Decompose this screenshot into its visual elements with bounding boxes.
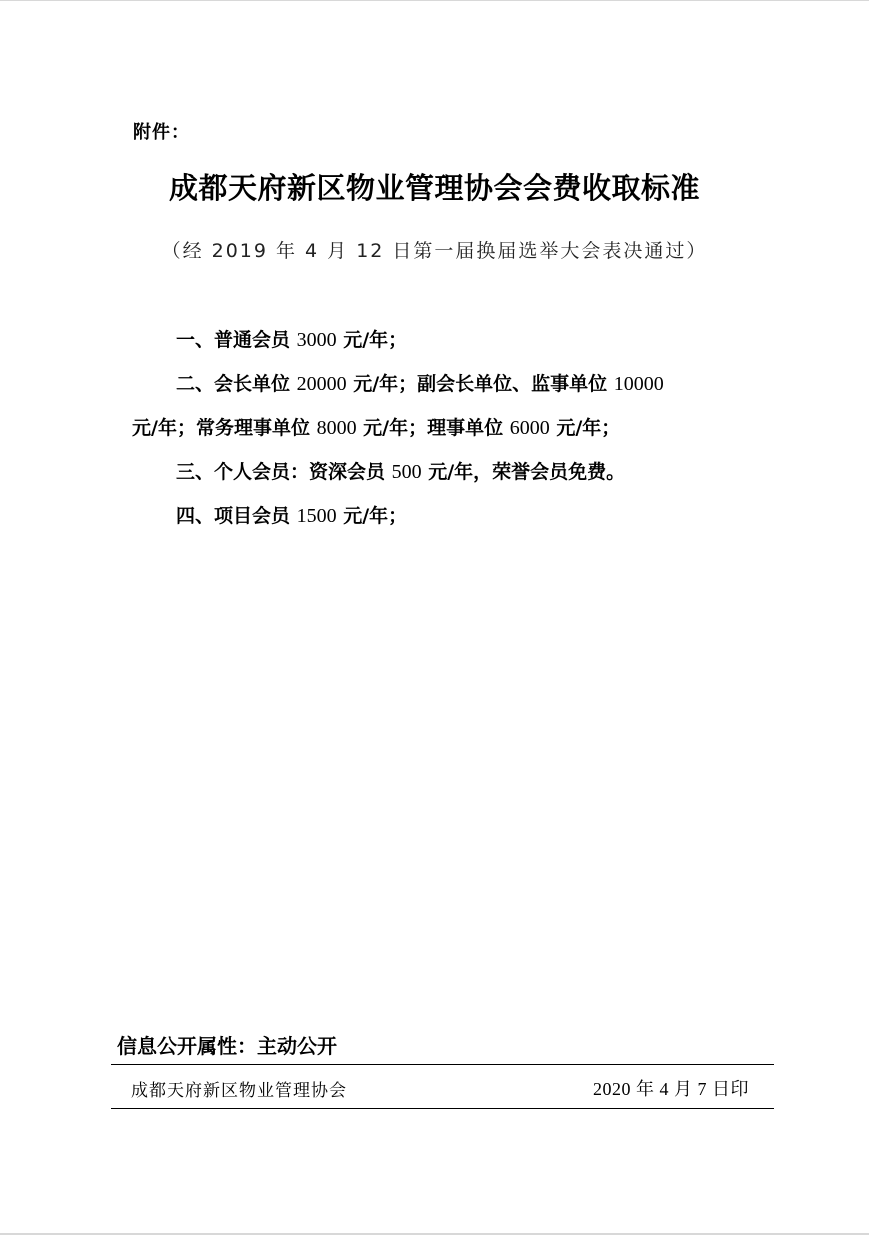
fee-item-text: 三、个人会员：资深会员: [176, 461, 392, 483]
fee-amount: 20000: [296, 373, 347, 395]
fee-item-unit-members-line1: [176, 369, 664, 396]
fee-unit: 元/年；: [549, 417, 621, 439]
fee-item-text: 元/年；常务理事单位: [132, 417, 317, 439]
fee-amount: 1500: [296, 505, 337, 527]
page-top-border: [0, 0, 869, 1]
fee-item-text: 一、普通会员: [176, 329, 297, 351]
fee-item-regular-member: [176, 325, 407, 352]
fee-item-text: 元/年；理事单位: [356, 417, 510, 439]
fee-amount: 3000: [296, 329, 337, 351]
fee-unit: 元/年；: [336, 329, 408, 351]
document-subtitle: （经 2019 年 4 月 12 日第一届换届选举大会表决通过）: [161, 240, 708, 262]
fee-amount: 8000: [316, 417, 357, 439]
fee-item-individual-member: [176, 457, 625, 484]
footer-rule-bottom: [111, 1108, 774, 1109]
fee-item-text: 元/年；副会长单位、监事单位: [346, 373, 614, 395]
fee-item-text: 四、项目会员: [176, 505, 297, 527]
fee-amount: 10000: [613, 373, 664, 395]
print-date: 2020 年 4 月 7 日印: [593, 1079, 749, 1099]
document-title: 成都天府新区物业管理协会会费收取标准: [168, 171, 700, 205]
fee-amount: 500: [391, 461, 422, 483]
page-bottom-border: [0, 1233, 869, 1235]
fee-item-text: 二、会长单位: [176, 373, 297, 395]
fee-item-unit-members-line2: [132, 413, 620, 440]
fee-amount: 6000: [509, 417, 550, 439]
fee-unit: 元/年，荣誉会员免费。: [421, 461, 626, 483]
disclosure-attribute: 信息公开属性：主动公开: [117, 1034, 337, 1058]
issuing-organization: 成都天府新区物业管理协会: [131, 1081, 347, 1101]
attachment-label: 附件：: [133, 122, 190, 143]
footer-rule-top: [111, 1064, 774, 1065]
fee-item-project-member: [176, 501, 407, 528]
fee-unit: 元/年；: [336, 505, 408, 527]
